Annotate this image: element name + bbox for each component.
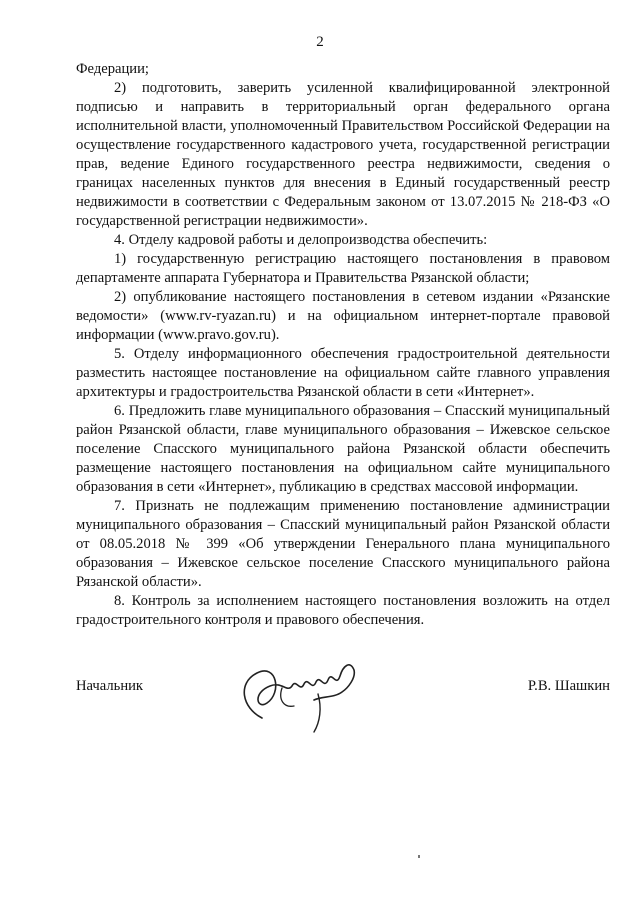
- signer-name: Р.В. Шашкин: [527, 678, 610, 694]
- handwritten-signature: [222, 648, 377, 736]
- paragraph-item-7: 7. Признать не подлежащим применению постановление администрации муниципального образования – Спасский муниципальный район Рязанской области от 08.05.2018 № 399 «Об утверждении Генерального плана муниципального образования – Ижевское сельское поселение Спасского муниципального района Рязанской области».: [76, 498, 610, 590]
- paragraph-item-4-1: 1) государственную регистрацию настоящего постановления в правовом департаменте аппарата Губернатора и Правительства Рязанской области;: [76, 251, 610, 286]
- signer-position: Начальник: [76, 678, 144, 694]
- document-body: [76, 60, 610, 630]
- scan-speck: [418, 855, 420, 858]
- page-number: 2: [316, 34, 324, 50]
- paragraph-item-5: 5. Отделу информационного обеспечения градостроительной деятельности разместить настоящее постановление на официальном сайте главного управления архитектуры и градостроительства Рязанской области в сети «Интернет».: [76, 346, 610, 400]
- paragraph-continuation: Федерации;: [76, 61, 149, 77]
- paragraph-item-4: 4. Отделу кадровой работы и делопроизводства обеспечить:: [114, 232, 488, 248]
- paragraph-item-6: 6. Предложить главе муниципального образования – Спасский муниципальный район Рязанской области, главе муниципального образования – Ижевское сельское поселение Спасского муниципального района Рязанской области обеспечить размещение настоящего постановления на официальном сайте муниципального образования в сети «Интернет», публикацию в средствах массовой информации.: [76, 403, 610, 495]
- paragraph-item-8: 8. Контроль за исполнением настоящего постановления возложить на отдел градостроительного контроля и правового обеспечения.: [76, 593, 610, 628]
- paragraph-item-4-2: 2) опубликование настоящего постановления в сетевом издании «Рязанские ведомости» (www.rv-ryazan.ru) и на официальном интернет-портале правовой информации (www.pravo.gov.ru).: [76, 289, 610, 343]
- paragraph-item-2-register: 2) подготовить, заверить усиленной квалифицированной электронной подписью и направить в территориальный орган федерального органа исполнительной власти, уполномоченный Правительством Российской Федерации на осуществление государственного кадастрового учета, государственной регистрации прав, ведение Единого государственного реестра недвижимости, сведения о границах населенных пунктов для внесения в Единый государственный реестр недвижимости в соответствии с Федеральным законом от 13.07.2015 № 218-ФЗ «О государственной регистрации недвижимости».: [76, 80, 610, 229]
